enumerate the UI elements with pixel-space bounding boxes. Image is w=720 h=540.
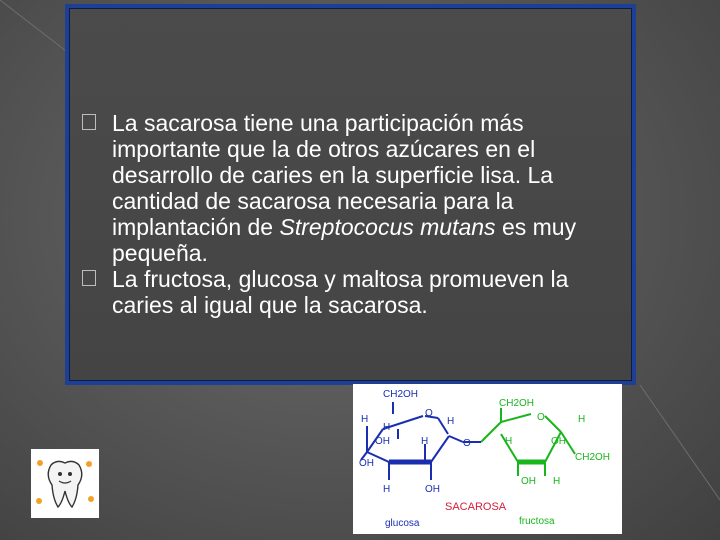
bullet-marker-icon <box>82 114 96 130</box>
bullet-1-italic: Streptococus mutans <box>279 214 496 240</box>
fructose-labels <box>499 398 610 487</box>
glucose-ch2oh-label: CH2OH <box>383 389 419 400</box>
sucrose-title: SACAROSA <box>445 501 507 513</box>
fructose-ch2oh-right: CH2OH <box>575 452 611 463</box>
sucrose-structure-figure <box>353 384 622 534</box>
fructose-ring-o: O <box>537 412 545 423</box>
glucose-ring-o: O <box>425 408 433 419</box>
bridge-o: O <box>463 438 471 449</box>
bullet-1-text: La sacarosa tiene una participación más importante que la de otros azúcares en el desarrollo de caries en la superficie lisa. La cantidad de sacarosa necesaria para la implantación de <box>112 110 554 240</box>
glucose-label: glucosa <box>385 518 420 529</box>
bullet-2-text: La fructosa, glucosa y maltosa promueven la caries al igual que la sacarosa. <box>112 266 569 318</box>
glucose-h-1: H <box>361 414 369 425</box>
fructose-h-1: H <box>578 414 586 425</box>
bullet-1-text-end: es muy pequeña. <box>112 214 577 266</box>
bullet-marker-icon <box>82 270 96 286</box>
glucose-labels <box>359 389 471 495</box>
glucose-h-2: H <box>383 422 391 433</box>
fructose-oh-2: OH <box>521 476 536 487</box>
sucrose-structure-diagram <box>353 384 622 534</box>
glucose-oh-3: OH <box>425 484 440 495</box>
fructose-h-2: H <box>505 436 513 447</box>
fructose-h-3: H <box>553 476 561 487</box>
tooth-cartoon-icon <box>31 449 99 518</box>
glucose-h-3: H <box>447 416 455 427</box>
glucose-h-4: H <box>421 436 429 447</box>
fructose-label: fructosa <box>519 516 555 527</box>
glucose-h-5: H <box>383 484 391 495</box>
bullet-item-1 <box>112 110 632 266</box>
fructose-ch2oh-top: CH2OH <box>499 398 535 409</box>
glucose-oh-2: OH <box>359 458 374 469</box>
glucose-oh-1: OH <box>375 436 390 447</box>
fructose-oh-1: OH <box>551 436 566 447</box>
bullet-item-2 <box>112 266 632 318</box>
bullet-list <box>112 110 632 318</box>
